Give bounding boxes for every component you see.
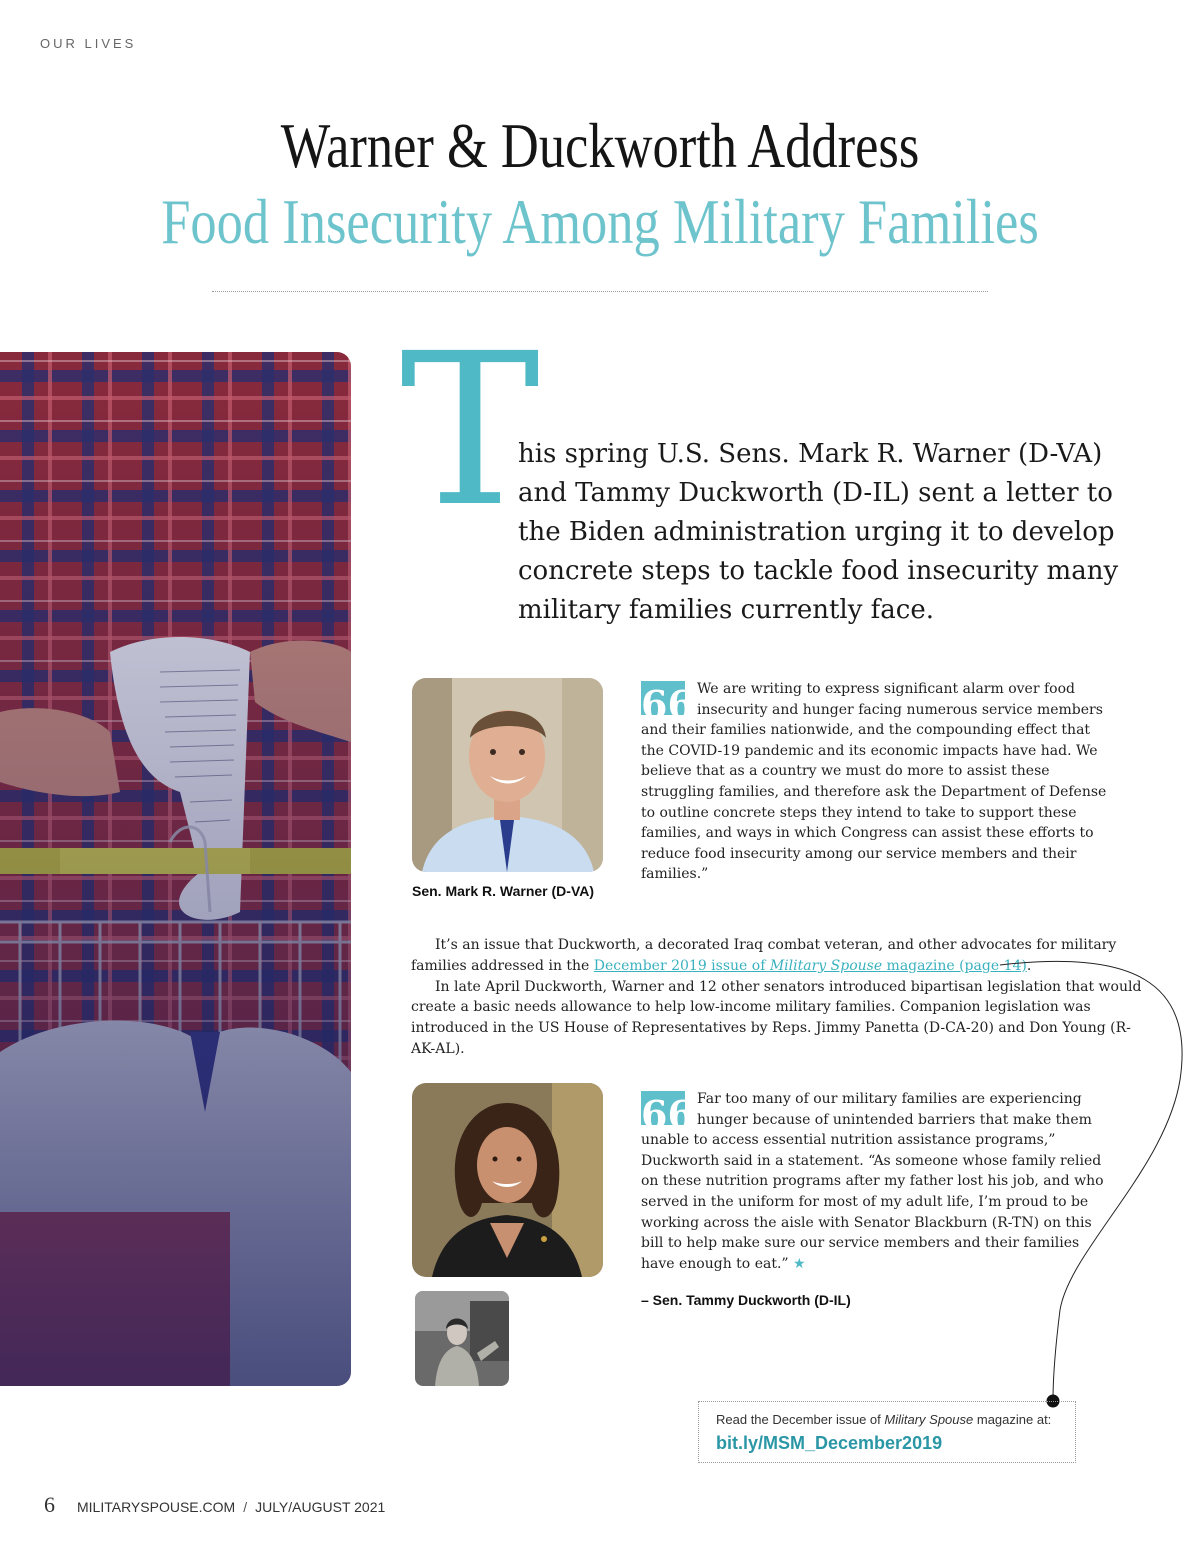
- read-issue-text: [716, 1412, 1075, 1427]
- footer-issue: JULY/AUGUST 2021: [255, 1499, 386, 1515]
- article-body: [411, 935, 1151, 1060]
- december-issue-link[interactable]: [594, 958, 1027, 974]
- duckworth-military-photo: [415, 1291, 509, 1386]
- page-number: 6: [44, 1492, 55, 1517]
- title-line-2: Food Insecurity Among Military Families: [161, 186, 1039, 257]
- link-text-b: magazine (page 14): [882, 957, 1027, 974]
- title-divider: [212, 291, 988, 292]
- lead-paragraph: his spring U.S. Sens. Mark R. Warner (D-VA) and Tammy Duckworth (D-IL) sent a letter to the Biden administration urging it to develop concrete steps to tackle food insecurity many military families currently face.: [518, 439, 1119, 625]
- body-paragraph-2: In late April Duckworth, Warner and 12 other senators introduced bipartisan legislation that would create a basic needs allowance to help low-income military families. Companion legislation was introduced in the US House of Representatives by Reps. Jimmy Panetta (D-CA-20) and Don Young (R-AK-AL).: [411, 978, 1142, 1057]
- body-paragraph-1-text: It’s an issue that Duckworth, a decorated Iraq combat veteran, and other advocates for military families addressed in the: [411, 937, 1117, 974]
- read-issue-text-a: Read the December issue of: [716, 1412, 885, 1427]
- drop-cap: T: [400, 308, 541, 553]
- body-paragraph-1: [411, 935, 1151, 977]
- footer-site: MILITARYSPOUSE.COM: [77, 1499, 236, 1515]
- article-title: [0, 108, 1200, 260]
- link-text-magazine: Military Spouse: [769, 957, 883, 974]
- title-line-1: Warner & Duckworth Address: [280, 110, 920, 181]
- page-footer: [44, 1492, 385, 1518]
- quote-mark-icon: 66: [641, 682, 694, 727]
- section-label: OUR LIVES: [40, 36, 137, 51]
- warner-quote: [641, 679, 1111, 885]
- issue-url-link[interactable]: bit.ly/MSM_December2019: [716, 1433, 943, 1453]
- read-issue-text-b: magazine at:: [973, 1412, 1052, 1427]
- warner-portrait: [412, 678, 603, 872]
- duckworth-quote: [641, 1089, 1111, 1274]
- hero-photo-shopping-cart: [0, 352, 351, 1386]
- end-star-icon: ★: [793, 1255, 806, 1272]
- duckworth-quote-text: Far too many of our military families are experiencing hunger because of unintended barriers that make them unable to access essential nutrition assistance programs,” Duckworth said in a statement. “As someone whose family relied on these nutrition programs after my father lost his job, and who served in the uniform for most of my adult life, I’m proud to be working across the aisle with Senator Blackburn (R-TN) on this bill to help make sure our service members and their families have enough to eat.”: [641, 1091, 1104, 1272]
- warner-quote-text: We are writing to express significant alarm over food insecurity and hunger facing numerous service members and their families nationwide, and the compounding effect that the COVID-19 pandemic and its economic impacts have had. We believe that as a country we must do more to assist these struggling families, and therefore ask the Department of Defense to outline concrete steps they intend to take to support these families, and ways in which Congress can assist these efforts to reduce food insecurity among our service members and their families.”: [641, 681, 1107, 883]
- duckworth-portrait: [412, 1083, 603, 1277]
- footer-separator: /: [243, 1499, 248, 1515]
- quote-mark-icon: 66: [641, 1092, 694, 1137]
- read-issue-box: [698, 1401, 1076, 1463]
- read-issue-magazine: Military Spouse: [884, 1412, 974, 1427]
- warner-caption: Sen. Mark R. Warner (D-VA): [412, 883, 595, 899]
- link-text-a: December 2019 issue of: [593, 957, 770, 974]
- duckworth-caption: – Sen. Tammy Duckworth (D-IL): [641, 1292, 851, 1308]
- body-paragraph-1-end: .: [1026, 957, 1032, 974]
